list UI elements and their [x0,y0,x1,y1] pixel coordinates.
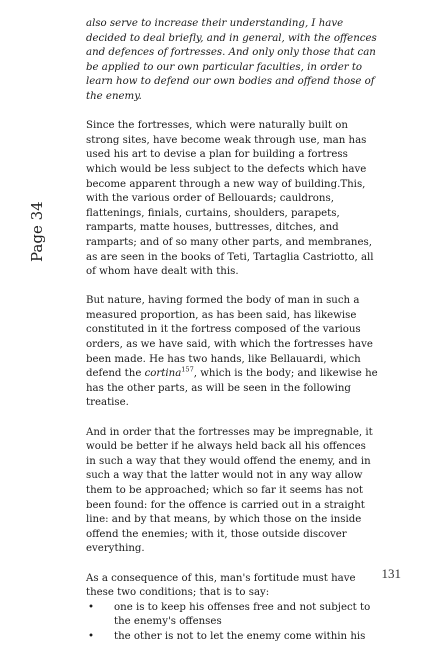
bullet-symbol: • [88,630,95,642]
footnote-marker: 157 [181,365,194,374]
paragraph-nature-before: But nature, having formed the body of man in such a measured proportion, as has been said, has likewise constituted in it the fortress composed of the various orders, as we have said, with which the fortresses have been made. He has two hands, like Bellauardi, which defend the [86,295,373,380]
side-page-label: Page 34 [28,201,46,262]
paragraph-impregnable: And in order that the fortresses may be impregnable, it would be better if he always held back all his offences in such a way that they would offend the enemy, and in such a way that the latter would not in any way allow them to be approached; which so far it seems has not been found: for the offence is carried out in a straight line: and by that means, by which those on the inside offend the enemies; with it, those outside discover everything. [86,426,373,555]
list-item [86,630,378,645]
conditions-list [86,601,378,645]
intro-paragraph: also serve to increase their understanding, I have decided to deal briefly, and in general, with the offences and defences of fortresses. And only only those that can be applied to our own particular faculties, in order to learn how to defend our own bodies and offend those of the enemy. [86,18,377,102]
list-item-text: one is to keep his offenses free and not subject to the enemy's offenses [114,601,371,628]
paragraph-nature [86,294,378,411]
cortina-word: cortina [144,368,182,380]
list-item [86,601,378,630]
paragraph-fortresses: Since the fortresses, which were naturally built on strong sites, have become weak through use, man has used his art to devise a plan for building a fortress which would be less subject to the defects which have become apparent through a new way of building.This, with the various order of Bellouards; cauldrons, flattenings, finials, curtains, shoulders, parapets, ramparts, matte houses, buttresses, ditches, and ramparts; and of so many other parts, and membranes, as are seen in the books of Teti, Tartaglia Castriotto, all of whom have dealt with this. [86,120,374,278]
bullet-symbol: • [88,601,95,613]
body-text [86,17,378,645]
list-item-text: the other is not to let the enemy come within his [114,630,366,642]
paragraph-consequence: As a consequence of this, man's fortitude must have these two conditions; that is to say: [86,572,356,599]
paragraph-nature-after: , which is the body; and likewise he has the other parts, as will be seen in the following treatise. [86,368,378,409]
page-number: 131 [381,566,401,581]
